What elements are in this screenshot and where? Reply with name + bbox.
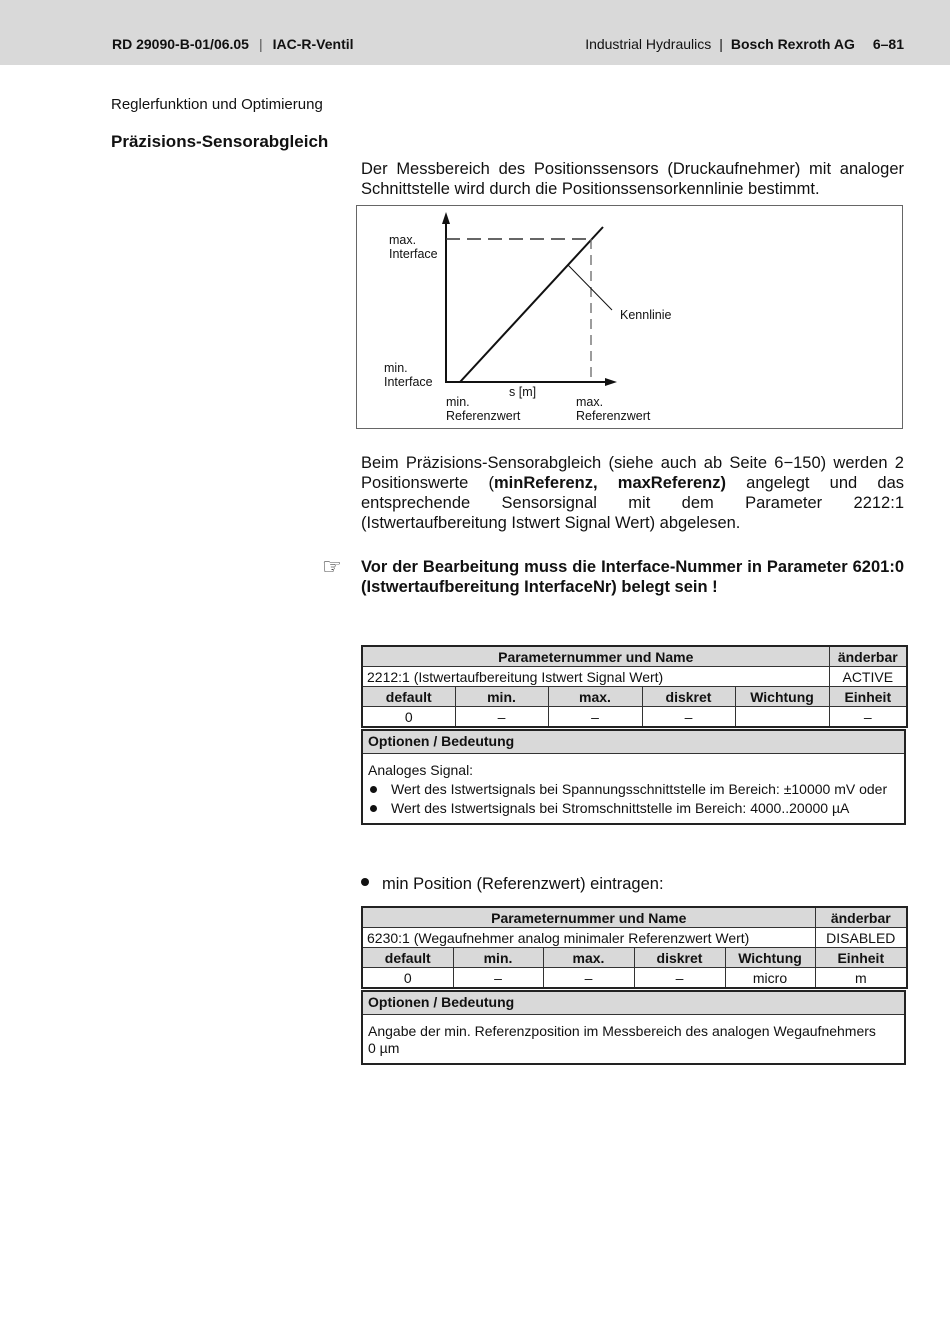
col-diskret: diskret xyxy=(642,687,735,707)
table-row xyxy=(362,928,907,948)
param-name: 2212:1 (Istwertaufbereitung Istwert Signal Wert) xyxy=(362,667,829,687)
col-einheit: Einheit xyxy=(829,687,907,707)
options-intro: Analoges Signal: xyxy=(368,762,474,778)
val-min: – xyxy=(453,968,543,989)
note-text: Vor der Bearbeitung muss die Interface-Nummer in Parameter 6201:0 (Istwertaufbereitung InterfaceNr) belegt sein ! xyxy=(361,558,904,596)
x-axis-arrow xyxy=(605,378,617,386)
options-body xyxy=(363,754,904,823)
pointing-hand-icon: ☞ xyxy=(322,554,342,579)
val-min: – xyxy=(455,707,548,728)
col-max: max. xyxy=(543,948,634,968)
col-wichtung: Wichtung xyxy=(725,948,815,968)
options-header: Optionen / Bedeutung xyxy=(363,731,904,754)
table-header-row xyxy=(362,646,907,667)
col-wichtung: Wichtung xyxy=(735,687,829,707)
val-einheit: m xyxy=(815,968,907,989)
product-name: IAC-R-Ventil xyxy=(272,36,354,52)
y-axis-arrow xyxy=(442,212,450,224)
bullet-icon xyxy=(370,786,377,793)
table-header-row xyxy=(362,907,907,928)
list-item-text: Wert des Istwertsignals bei Stromschnittstelle im Bereich: 4000..20000 µA xyxy=(391,800,850,816)
page-header xyxy=(0,0,950,65)
options-box-6230 xyxy=(361,990,906,1065)
intro-paragraph: Der Messbereich des Positionssensors (Druckaufnehmer) mit analoger Schnittstelle wird durch die Positionssensorkennlinie bestimmt. xyxy=(361,160,904,198)
col-default: default xyxy=(362,687,455,707)
procedure-paragraph xyxy=(361,453,904,533)
max-reference-label: max. Referenzwert xyxy=(576,395,651,423)
step-item xyxy=(361,874,664,894)
col-min: min. xyxy=(455,687,548,707)
val-wichtung xyxy=(735,707,829,728)
val-einheit: – xyxy=(829,707,907,728)
x-axis-label: s [m] xyxy=(509,385,537,399)
col-einheit: Einheit xyxy=(815,948,907,968)
options-line: Angabe der min. Referenzposition im Messbereich des analogen Wegaufnehmers xyxy=(368,1023,876,1039)
table-row xyxy=(362,707,907,728)
options-box-2212 xyxy=(361,729,906,825)
header-separator-right: | xyxy=(719,36,723,52)
table-columns-row xyxy=(362,948,907,968)
col-diskret: diskret xyxy=(634,948,725,968)
section-label: Reglerfunktion und Optimierung xyxy=(111,96,323,113)
options-line: 0 µm xyxy=(368,1040,400,1056)
max-interface-label: max. Interface xyxy=(389,233,438,261)
options-body xyxy=(363,1015,904,1063)
table-columns-row xyxy=(362,687,907,707)
header-param-name: Parameternummer und Name xyxy=(362,646,829,667)
characteristic-line xyxy=(460,227,603,382)
param-changeable: ACTIVE xyxy=(829,667,907,687)
procedure-text-start: Beim Präzisions-Sensorabgleich (siehe auch ab Seite 6−150) werden 2 Positionswerte ( xyxy=(361,454,904,492)
val-max: – xyxy=(543,968,634,989)
page-number: 6–81 xyxy=(872,36,904,52)
header-changeable: änderbar xyxy=(829,646,907,667)
sensor-characteristic-figure xyxy=(356,205,903,429)
parameter-table-2212 xyxy=(361,645,908,728)
header-changeable: änderbar xyxy=(815,907,907,928)
val-diskret: – xyxy=(642,707,735,728)
table-row xyxy=(362,968,907,989)
kennlinie-label: Kennlinie xyxy=(620,308,672,322)
doc-number: RD 29090-B-01/06.05 xyxy=(112,36,249,52)
procedure-text-end: angelegt und das entsprechende Sensorsignal mit dem Parameter 2212:1 (Istwertaufbereitung Istwert Signal Wert) abgelesen. xyxy=(361,474,904,532)
parameter-table-6230 xyxy=(361,906,908,989)
param-name: 6230:1 (Wegaufnehmer analog minimaler Referenzwert Wert) xyxy=(362,928,815,948)
section-title: Präzisions-Sensorabgleich xyxy=(111,132,329,151)
list-item xyxy=(368,781,899,798)
company-name: Bosch Rexroth AG xyxy=(730,36,855,52)
col-min: min. xyxy=(453,948,543,968)
division-name: Industrial Hydraulics xyxy=(585,36,712,52)
val-diskret: – xyxy=(634,968,725,989)
param-changeable: DISABLED xyxy=(815,928,907,948)
min-interface-label: min. Interface xyxy=(384,361,433,389)
step-text: min Position (Referenzwert) eintragen: xyxy=(382,875,664,893)
val-wichtung: micro xyxy=(725,968,815,989)
list-item xyxy=(368,800,899,817)
header-separator: | xyxy=(258,36,263,52)
header-left xyxy=(112,36,354,52)
kennlinie-leader xyxy=(568,265,612,310)
header-right xyxy=(585,36,904,52)
min-reference-label: min. Referenzwert xyxy=(446,395,521,423)
header-param-name: Parameternummer und Name xyxy=(362,907,815,928)
procedure-text-bold: minReferenz, maxReferenz) xyxy=(493,474,726,492)
table-row xyxy=(362,667,907,687)
col-max: max. xyxy=(548,687,642,707)
bullet-icon xyxy=(361,878,369,886)
val-max: – xyxy=(548,707,642,728)
bullet-icon xyxy=(370,805,377,812)
list-item-text: Wert des Istwertsignals bei Spannungsschnittstelle im Bereich: ±10000 mV oder xyxy=(391,781,888,797)
val-default: 0 xyxy=(362,968,453,989)
options-header: Optionen / Bedeutung xyxy=(363,992,904,1015)
col-default: default xyxy=(362,948,453,968)
val-default: 0 xyxy=(362,707,455,728)
